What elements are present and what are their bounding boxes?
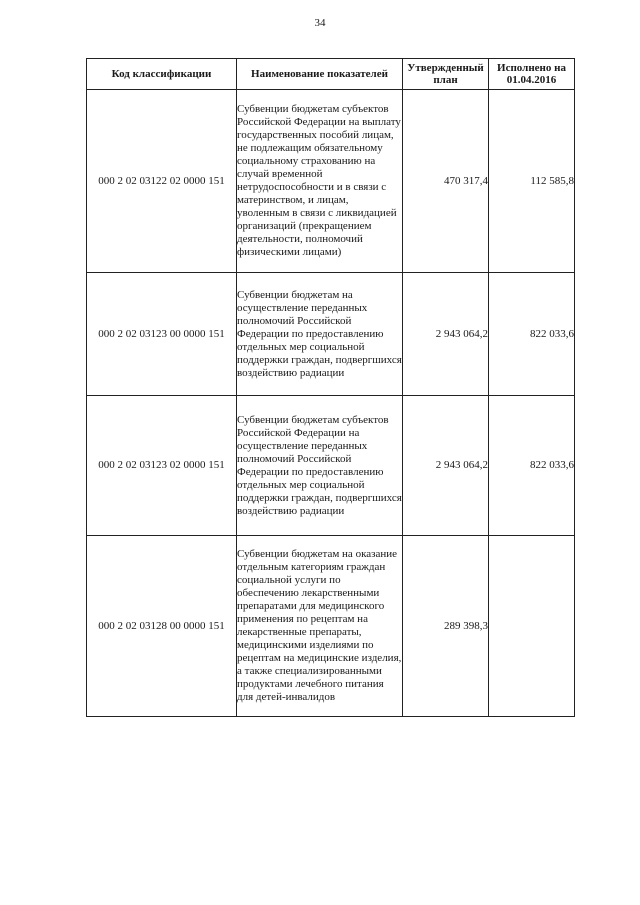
header-plan: Утвержденный план [403, 59, 489, 90]
indicator-name: Субвенции бюджетам субъектов Российской Федерации на выплату государственных пособий лицам, не подлежащим обязательному социальному страхованию на случай временной нетрудоспособности и в связи с материнством, и лицам, уволенным в связи с ликвидацией организаций (прекращением деятельности, полномочий физическими лицами) [237, 90, 403, 273]
indicator-name: Субвенции бюджетам субъектов Российской Федерации на осуществление переданных полномочий Российской Федерации по предоставлению отдельных мер социальной поддержки граждан, подвергшихся воздействию радиации [237, 396, 403, 536]
executed-value: 112 585,8 [489, 90, 575, 273]
approved-plan-value: 470 317,4 [403, 90, 489, 273]
classification-code: 000 2 02 03123 02 0000 151 [87, 396, 237, 536]
table-row [87, 273, 575, 396]
budget-table [86, 58, 575, 717]
table-row [87, 396, 575, 536]
executed-value: 822 033,6 [489, 396, 575, 536]
executed-value: 822 033,6 [489, 273, 575, 396]
approved-plan-value: 289 398,3 [403, 536, 489, 717]
approved-plan-value: 2 943 064,2 [403, 273, 489, 396]
indicator-name: Субвенции бюджетам на осуществление переданных полномочий Российской Федерации по предоставлению отдельных мер социальной поддержки граждан, подвергшихся воздействию радиации [237, 273, 403, 396]
classification-code: 000 2 02 03128 00 0000 151 [87, 536, 237, 717]
classification-code: 000 2 02 03123 00 0000 151 [87, 273, 237, 396]
table-header-row [87, 59, 575, 90]
executed-value [489, 536, 575, 717]
header-name: Наименование показателей [237, 59, 403, 90]
approved-plan-value: 2 943 064,2 [403, 396, 489, 536]
header-code: Код классификации [87, 59, 237, 90]
table-row [87, 536, 575, 717]
table-row [87, 90, 575, 273]
indicator-name: Субвенции бюджетам на оказание отдельным категориям граждан социальной услуги по обеспечению лекарственными препаратами для медицинского применения по рецептам на лекарственные препараты, медицинскими изделиями по рецептам на медицинские изделия, а также специализированными продуктами лечебного питания для детей-инвалидов [237, 536, 403, 717]
page-number: 34 [314, 17, 326, 29]
classification-code: 000 2 02 03122 02 0000 151 [87, 90, 237, 273]
header-executed: Исполнено на 01.04.2016 [489, 59, 575, 90]
